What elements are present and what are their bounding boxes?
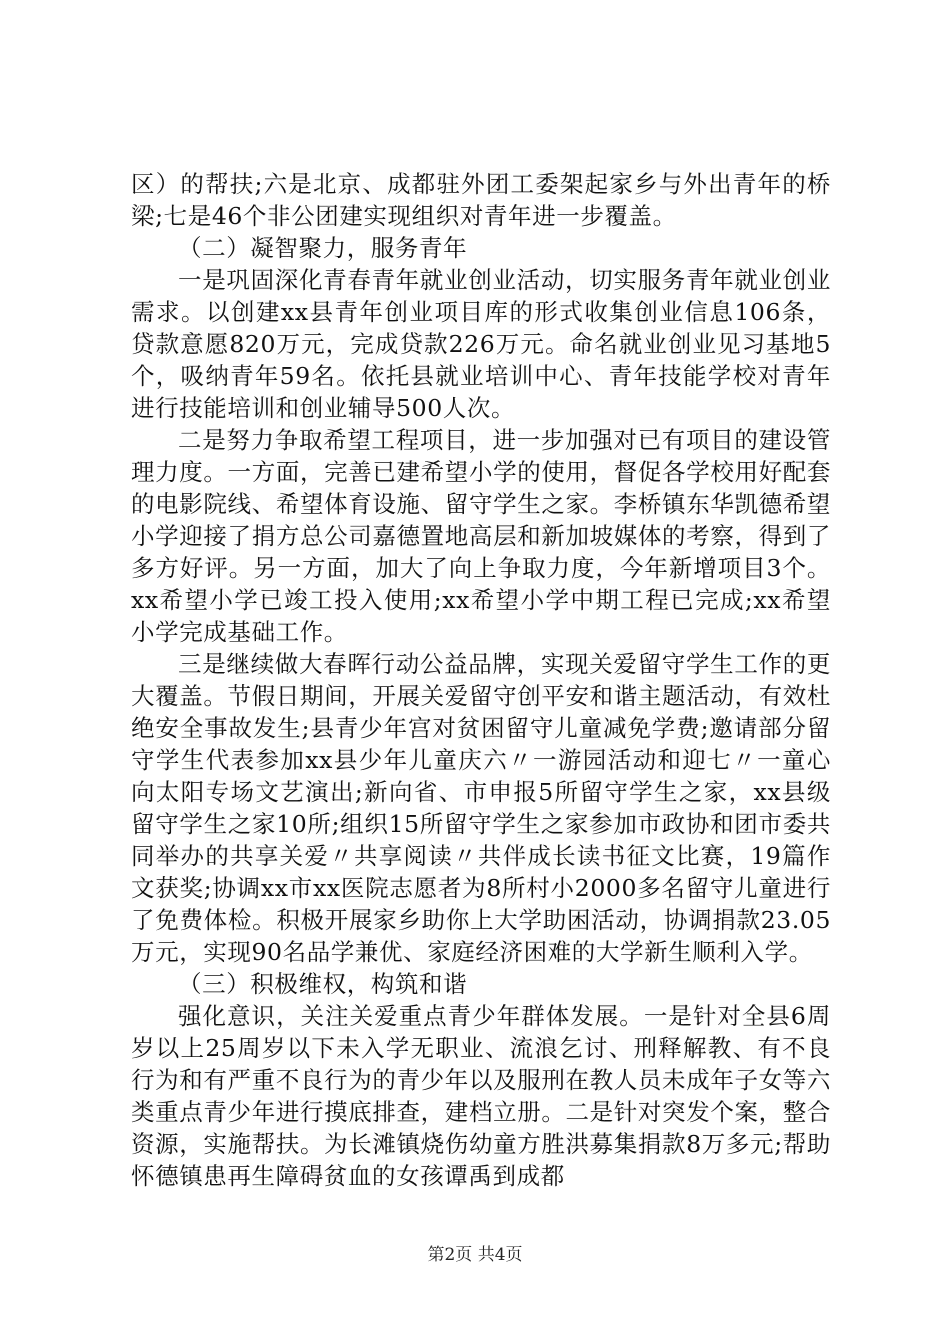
paragraph-continuation: 区）的帮扶;六是北京、成都驻外团工委架起家乡与外出青年的桥梁;七是46个非公团建实现组织对青年进一步覆盖。: [131, 170, 831, 230]
section-heading-2: （二）凝智聚力，服务青年: [178, 234, 468, 262]
page-footer: 第2页 共4页: [427, 1245, 523, 1265]
paragraph-chunhui: 三是继续做大春晖行动公益品牌，实现关爱留守学生工作的更大覆盖。节假日期间，开展关爱留守创平安和谐主题活动，有效杜绝安全事故发生;县青少年宫对贫困留守儿童减免学费;邀请部分留守学生代表参加xx县少年儿童庆六〃一游园活动和迎七〃一童心向太阳专场文艺演出;新向省、市申报5所留守学生之家，xx县级留守学生之家10所;组织15所留守学生之家参加市政协和团市委共同举办的共享关爱〃共享阅读〃共伴成长读书征文比赛，19篇作文获奖;协调xx市xx医院志愿者为8所村小2000多名留守儿童进行了免费体检。积极开展家乡助你上大学助困活动，协调捐款23.05万元，实现90名品学兼优、家庭经济困难的大学新生顺利入学。: [131, 650, 831, 966]
section-heading-3: （三）积极维权，构筑和谐: [178, 970, 468, 998]
paragraph-hope-project: 二是努力争取希望工程项目，进一步加强对已有项目的建设管理力度。一方面，完善已建希望小学的使用，督促各学校用好配套的电影院线、希望体育设施、留守学生之家。李桥镇东华凯德希望小学迎接了捐方总公司嘉德置地高层和新加坡媒体的考察，得到了多方好评。另一方面，加大了向上争取力度，今年新增项目3个。xx希望小学已竣工投入使用;xx希望小学中期工程已完成;xx希望小学完成基础工作。: [131, 426, 831, 646]
document-body: [131, 168, 831, 1192]
paragraph-rights: 强化意识，关注关爱重点青少年群体发展。一是针对全县6周岁以上25周岁以下未入学无职业、流浪乞讨、刑释解教、有不良行为和有严重不良行为的青少年以及服刑在教人员未成年子女等六类重点青少年进行摸底排查，建档立册。二是针对突发个案，整合资源，实施帮扶。为长滩镇烧伤幼童方胜洪募集捐款8万多元;帮助怀德镇患再生障碍贫血的女孩谭禹到成都: [131, 1002, 831, 1190]
paragraph-employment: 一是巩固深化青春青年就业创业活动，切实服务青年就业创业需求。以创建xx县青年创业项目库的形式收集创业信息106条，贷款意愿820万元，完成贷款226万元。命名就业创业见习基地5个，吸纳青年59名。依托县就业培训中心、青年技能学校对青年进行技能培训和创业辅导500人次。: [131, 266, 831, 422]
